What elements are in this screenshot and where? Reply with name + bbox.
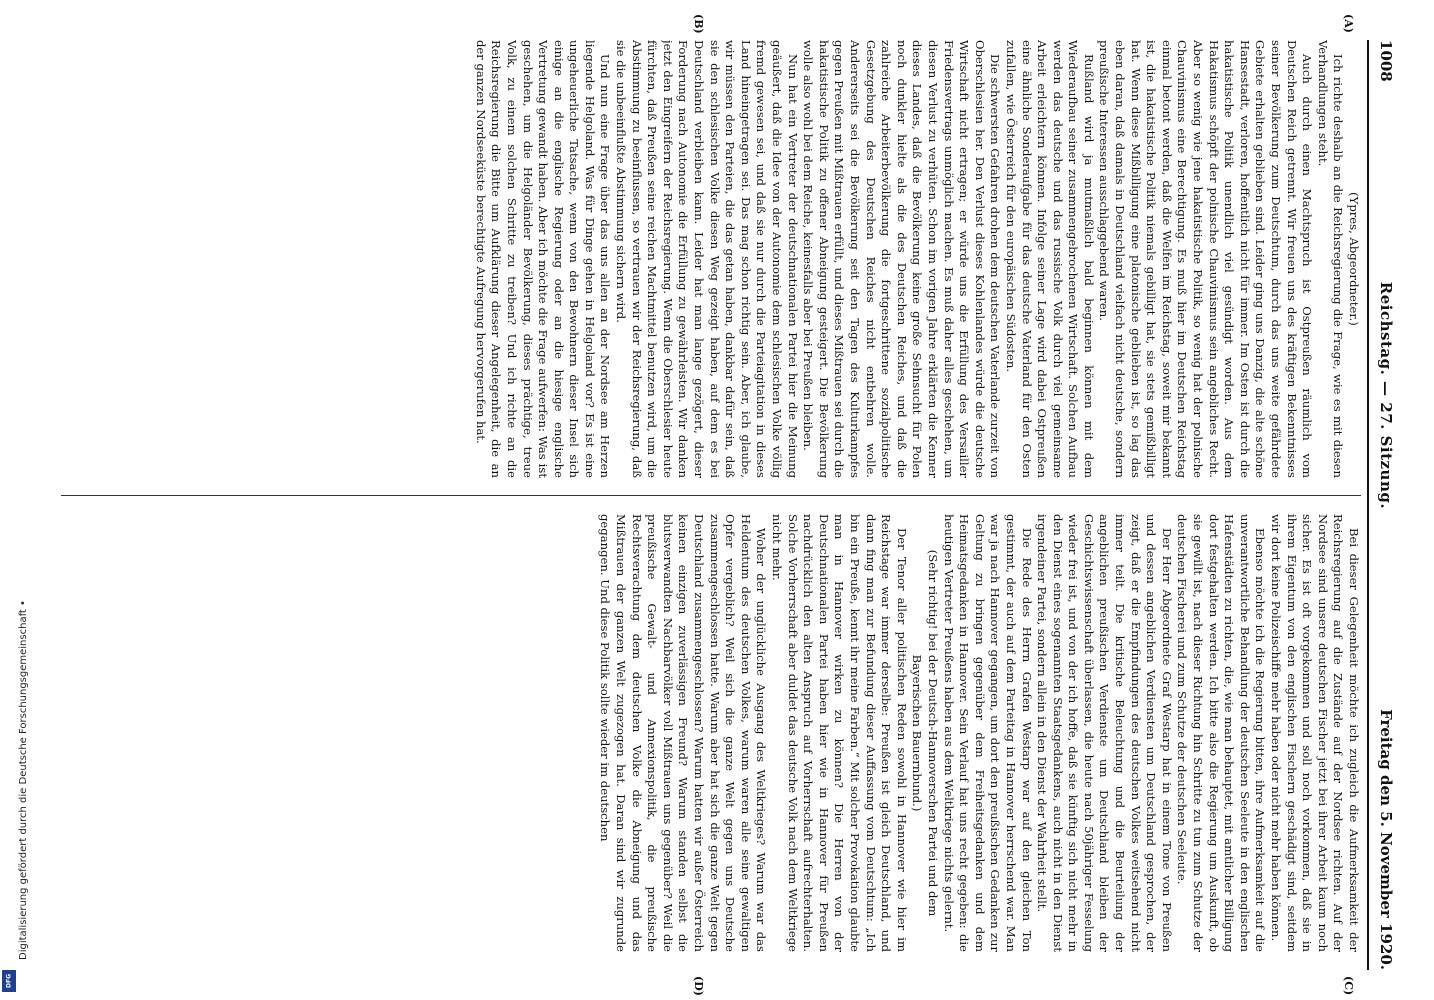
session-date: Freitag den 5. November 1920.	[1377, 709, 1395, 970]
watermark-text: Digitalisierung gefördert durch die Deutsche Forschungsgemeinschaft •	[18, 600, 29, 960]
paragraph: Nun hat ein Vertreter der deutschnationalen Partei hier die Meinung geäußert, daß die Idee von der Autonomie dem schlesischen Volke völlig fremd gewesen sei, und daß sie nur durch die Parteiagitation in dieses Land hineingetragen sei. Das mag schon richtig sein. Aber, ich glaube, wir müssen den Parteien, die das getan haben, dankbar dafür sein, daß sie den schlesischen Volke diesen Weg gezeigt haben, auf dem es bei Deutschland verbleiben kann. Leider hat man lange gezögert, dieser Forderung nach Autonomie die Erfüllung zu gewährleisten. Wir danken jetzt den Eingreifern der Reichsregierung. Wenn die Oberschlesier heute fürchten, daß Preußen seine reichen Machtmittel benutzen wird, um die Abstimmung zu beeinflussen, so vertrauen wir der Reichsregierung, daß sie die unbeeinflußte Abstimmung sichern wird.	[614, 40, 800, 478]
paragraph: Auch durch einen Machtspruch ist Ostpreußen räumlich vom Deutschen Reich getrennt. Wir freuen uns des kräftigen Bekenntnisses seiner Bevölkerung zum Deutschtum, durch das uns weite gefährdete Gebiete erhalten geblieben sind. Leider ging uns Danzig, die alte schöne Hansestadt, verloren, hoffentlich nicht für immer. Im Osten ist durch die hakatistische Politik unendlich viel gesündigt worden. Aus dem Hakatismus schöpft der polnische Chauvinismus sein angebliches Recht. Aber so wenig wie jene hakatistische Politik, so wenig hat der polnische Chauvinismus eine Berechtigung. Es muß hier im Deutschen Reichstag einmal betont werden, daß die Welfen im Reichstag, soweit mir bekannt ist, die hakatistische Politik niemals gebilligt hat, sie stets gemißbilligt hat. Wenn diese Mißbilligung eine platonische geblieben ist, so lag das eben daran, daß damals in Deutschland vielfach nicht deutsche, sondern preußische Interessen ausschlaggebend waren.	[1097, 40, 1315, 478]
speaker-line: (Ypres, Abgeordneter.)	[1347, 192, 1361, 326]
paragraph: Bei dieser Gelegenheit möchte ich zugleich die Aufmerksamkeit der Reichsregierung auf die Zustände auf der Nordsee richten. Auf der Nordsee sind unsere deutschen Fischer jetzt bei ihrer Arbeit kaum noch sicher. Es ist oft vorgekommen und soll noch vorkommen, daß sie in ihrem Eigentum von den englischen Fischern geschädigt sind, seitdem wir dort keine Polizeischiffe mehr haben oder nicht mehr haben können.	[1269, 514, 1361, 952]
margin-marker-b: (B)	[692, 14, 705, 34]
paragraph: Ich richte deshalb an die Reichsregierung die Frage, wie es mit diesen Verhandlungen steht.	[1315, 40, 1346, 478]
paragraph: Der Herr Abgeordnete Graf Westarp hat in einem Tone von Preußen und dessen angeblichen Verdiensten um Deutschland gesprochen, der zeigt, daß er die Empfindungen des deutschen Volkes weitsehend nicht immer teilt. Die kritische Beleuchtung und die Beurteilung der angeblichen preußischen Verdienste um Deutschland bleiben der Geschichtswissenschaft überlassen, die heute nach 50jähriger Fesselung wieder frei ist, und von der ich hoffe, daß sie künftig sich nicht mehr in den Dienst eines sogenannten Staatsgedankens, auch nicht in den Dienst irgendeiner Partei, sondern allein in den Dienst der Wahrheit stellt.	[1035, 514, 1174, 952]
page-header	[1367, 40, 1395, 970]
margin-marker-a: (A)	[1342, 14, 1355, 33]
margin-marker-c: (C)	[1342, 976, 1355, 996]
margin-marker-d: (D)	[692, 976, 705, 996]
page-number: 1008	[1377, 40, 1395, 82]
paragraph: Und nun eine Frage über das uns allen an der Nordsee am Herzen liegende Helgoland. Was für Dinge gehen in Helgoland vor? Es ist eine ungeheuerliche Tatsache, wenn von den Bewohnern dieser Insel sich einige an die englische Regierung oder an die hiesige englische Vertretung gewandt haben. Aber ich möchte die Frage aufwerfen: Was ist geschehen, um die Helgoländer Bevölkerung, dieses prächtige, treue Volk, zu einem solchen Schritte zu treiben? Und ich richte an die Reichsregierung die Bitte um Aufklärung dieser Angelegenheit, die an der ganzen Nordseeküste berechtigte Aufregung hervorgerufen hat.	[473, 40, 613, 478]
right-column	[11, 514, 1361, 952]
interjection: (Sehr richtig! bei der Deutsch-Hannoverschen Partei und dem Bayerischen Bauernbund.)	[910, 549, 940, 917]
paragraph: Ebenso möchte ich die Regierung bitten, ihre Aufmerksamkeit auf die unverantwortliche Behandlung der deutschen Seeleute in den englischen Hafenstädten zu richten, die, wie man behauptet, mit amtlicher Billigung dort festgehalten werden. Ich bitte also die Regierung um Auskunft, ob sie gewillt ist, nach dieser Richtung hin Schritte zu tun zum Schutze der deutschen Fischerei und zum Schutze der deutschen Seeleute.	[1175, 514, 1268, 952]
paragraph: Die schwersten Gefahren drohen dem deutschen Vaterlande zurzeit von Oberschlesien her. Den Verlust dieses Kohlenlandes würde die deutsche Wirtschaft nicht ertragen; er würde uns die Erfüllung des Versailler Friedensvertrags unmöglich machen. Es muß daher alles geschehen, um diesen Verlust zu verhüten. Schon im vorigen Jahre erklärten die Kenner dieses Landes, daß die Bevölkerung keine große Sehnsucht für Polen noch dunkler hielte als die des Deutschen Reiches, und daß die zahlreiche Arbeiterbevölkerung die fortgeschrittene sozialpolitische Gesetzgebung des Deutschen Reiches nicht entbehren wolle. Andererseits sei die Bevölkerung seit den Tagen des Kulturkampfes gegen Preußen mit Mißtrauen erfüllt, und dieses Mißtrauen sei durch die hakatistische Politik zu offener Abneigung gesteigert. Die Bevölkerung wolle also wohl bei dem Reiche, keinesfalls aber bei Preußen bleiben.	[801, 40, 1003, 478]
column-divider	[61, 495, 1361, 496]
paragraph: Woher der unglückliche Ausgang des Weltkrieges? Warum war das Heldentum des deutschen Volkes, warum waren alle seine gewaltigen Opfer vergeblich? Weil sich die ganze Welt gegen uns Deutsche zusammengeschlossen hatte. Warum aber hat sich die ganze Welt gegen Deutschland zusammengeschlossen? Warum hatten wir außer Österreich keinen einzigen zuverlässigen Freund? Warum standen selbst die blutsverwandten Nachbarvölker voll Mißtrauen uns gegenüber? Weil die preußische Gewalt- und Annexionspolitik, die preußische Rechtsverachtung dem deutschen Volke die Abneigung und das Mißtrauen der ganzen Welt zugezogen hat. Daran sind wir zugrunde gegangen. Und diese Politik sollte wieder im deutschen	[598, 514, 769, 952]
left-column	[11, 40, 1361, 478]
paragraph: Die Rede des Herrn Grafen Westarp war auf den gleichen Ton gestimmt, der auch auf dem Parteitag in Hannover herrschend war. Man war ja nach Hannover gegangen, um dort den preußischen Gedanken zur Geltung zu bringen gegenüber dem Freiheitsgedanken und dem Heimatsgedanken in Hannover. Sein Verlauf hat uns recht gegeben: die heutigen Vertreter Preußens haben aus dem Weltkriege nichts gelernt.	[941, 514, 1034, 952]
session-title: Reichstag. — 27. Sitzung.	[1377, 281, 1395, 510]
paragraph: Der Tenor aller politischen Reden sowohl in Hannover wie hier im Reichstage war immer derselbe: Preußen ist gleich Deutschland, und dann fing man zur Befundung dieser Auffassung vom Deutschtum: „Ich bin ein Preuße, kennt ihr meine Farben.“ Mit solcher Provokation glaubte man in Hannover wirken zu können? Die Herren von der Deutschnationalen Partei haben hier wie in Hannover für Preußen nachdrücklich den alten Anspruch auf Vorherrschaft aufrechterhalten. Solche Vorherrschaft aber duldet das deutsche Volk nach dem Weltkriege nicht mehr.	[770, 514, 909, 952]
dfg-logo: DFG	[2, 970, 16, 992]
paragraph: Rußland wird ja mutmaßlich bald beginnen können mit dem Wiederaufbau seiner zusammengebrochenen Wirtschaft. Solchen Aufbau werden das deutsche und das russische Volk durch viel gemeinsame Arbeit erleichtern können. Infolge seiner Lage wird dabei Ostpreußen eine ähnliche Sonderaufgabe für das deutsche Vaterland für den Osten zufallen, wie Österreich für den europäischen Südosten.	[1003, 40, 1096, 478]
